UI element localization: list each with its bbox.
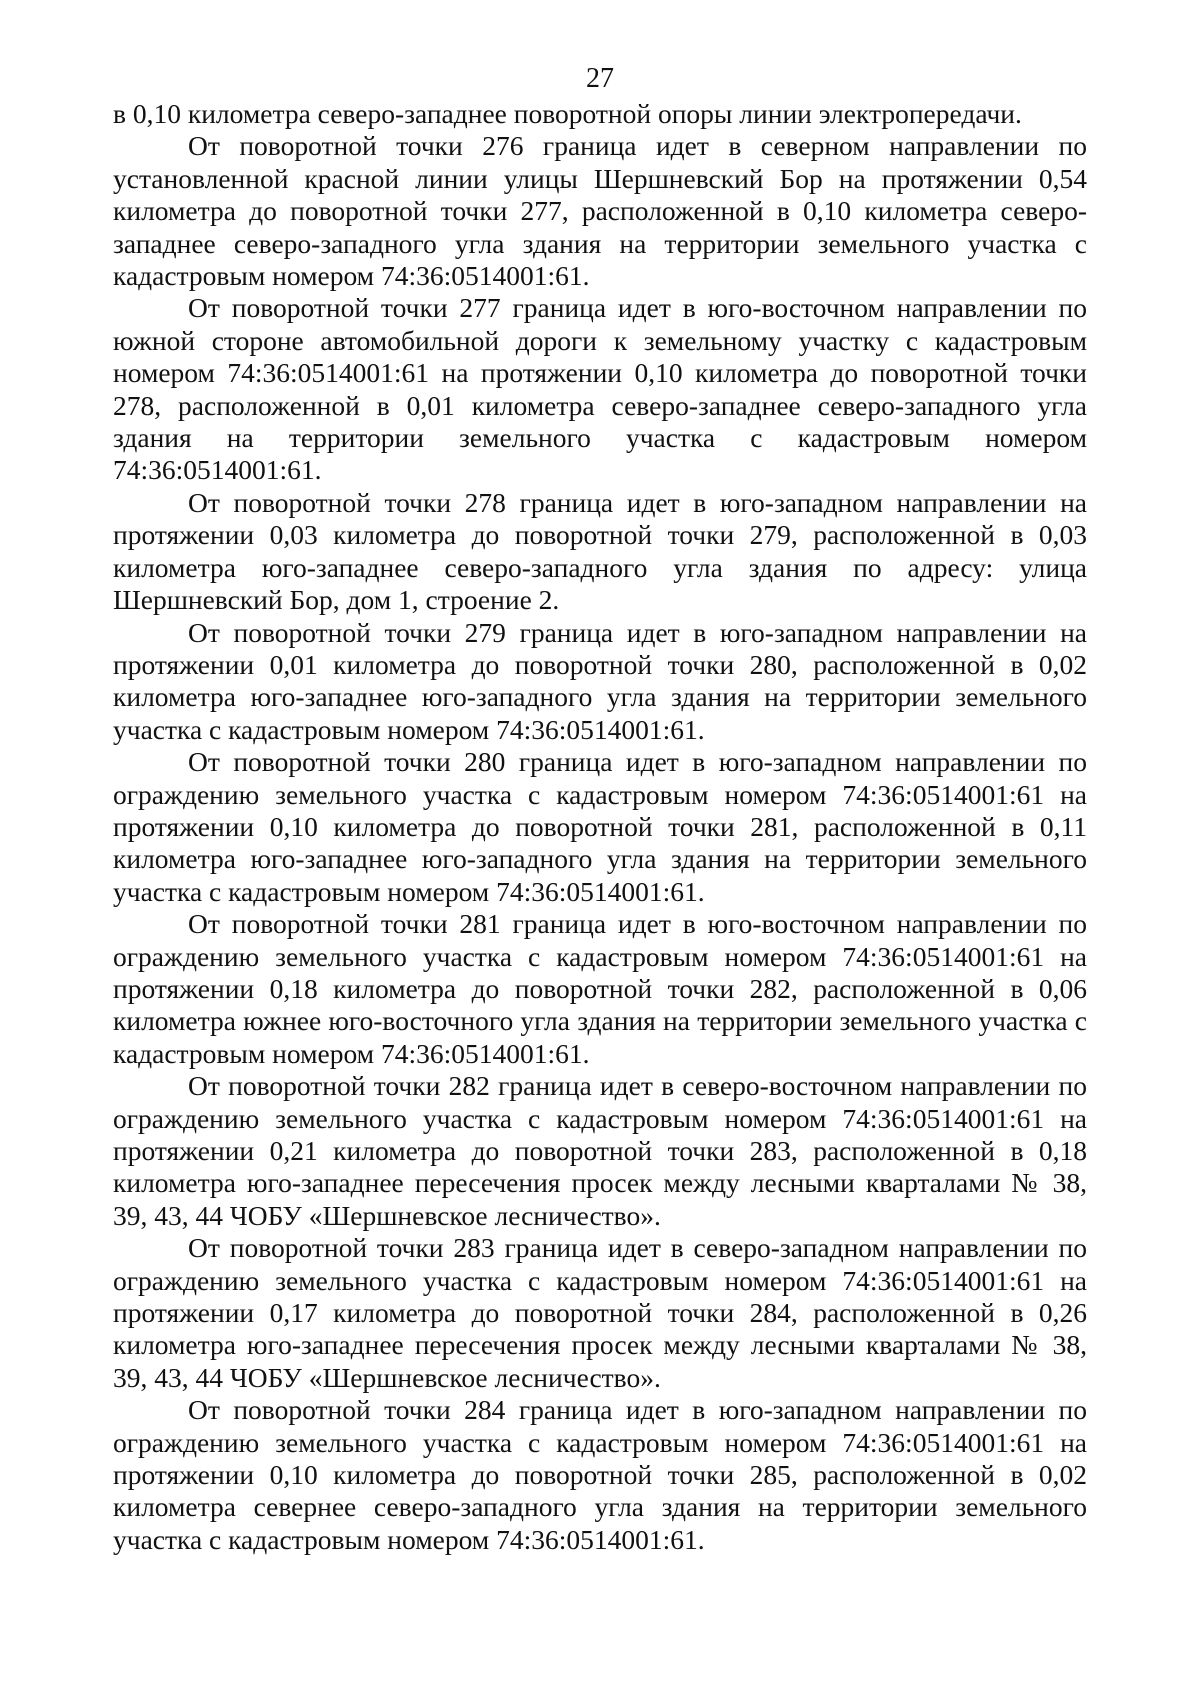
- paragraph-point-280: От поворотной точки 280 граница идет в юго-западном направлении по ограждению земельного участка с кадастровым номером 74:36:0514001:61 на протяжении 0,10 километра до поворотной точки 281, расположенной в 0,11 километра юго-западнее юго-западного угла здания на территории земельного участка с кадастровым номером 74:36:0514001:61.: [113, 746, 1087, 907]
- paragraph-continuation: в 0,10 километра северо-западнее поворотной опоры линии электропередачи.: [113, 98, 1022, 129]
- paragraph-point-281: От поворотной точки 281 граница идет в юго-восточном направлении по ограждению земельного участка с кадастровым номером 74:36:0514001:61 на протяжении 0,18 километра до поворотной точки 282, расположенной в 0,06 километра южнее юго-восточного угла здания на территории земельного участка с кадастровым номером 74:36:0514001:61.: [113, 908, 1087, 1069]
- paragraph-point-277: От поворотной точки 277 граница идет в юго-восточном направлении по южной стороне автомобильной дороги к земельному участку с кадастровым номером 74:36:0514001:61 на протяжении 0,10 километра до поворотной точки 278, расположенной в 0,01 километра северо-западнее северо-западного угла здания на территории земельного участка с кадастровым номером 74:36:0514001:61.: [113, 292, 1087, 486]
- document-body: [113, 98, 1087, 1556]
- paragraph-point-283: От поворотной точки 283 граница идет в северо-западном направлении по ограждению земельного участка с кадастровым номером 74:36:0514001:61 на протяжении 0,17 километра до поворотной точки 284, расположенной в 0,26 километра юго-западнее пересечения просек между лесными кварталами № 38, 39, 43, 44 ЧОБУ «Шершневское лесничество».: [113, 1232, 1087, 1393]
- paragraph-point-284: От поворотной точки 284 граница идет в юго-западном направлении по ограждению земельного участка с кадастровым номером 74:36:0514001:61 на протяжении 0,10 километра до поворотной точки 285, расположенной в 0,02 километра севернее северо-западного угла здания на территории земельного участка с кадастровым номером 74:36:0514001:61.: [113, 1394, 1087, 1555]
- paragraph-point-278: От поворотной точки 278 граница идет в юго-западном направлении на протяжении 0,03 километра до поворотной точки 279, расположенной в 0,03 километра юго-западнее северо-западного угла здания по адресу: улица Шершневский Бор, дом 1, строение 2.: [113, 486, 1087, 616]
- paragraph-point-276: От поворотной точки 276 граница идет в северном направлении по установленной красной линии улицы Шершневский Бор на протяжении 0,54 километра до поворотной точки 277, расположенной в 0,10 километра северо-западнее северо-западного угла здания на территории земельного участка с кадастровым номером 74:36:0514001:61.: [113, 130, 1087, 292]
- page-number: 27: [586, 63, 614, 94]
- paragraph-point-279: От поворотной точки 279 граница идет в юго-западном направлении на протяжении 0,01 километра до поворотной точки 280, расположенной в 0,02 километра юго-западнее юго-западного угла здания на территории земельного участка с кадастровым номером 74:36:0514001:61.: [113, 616, 1087, 745]
- paragraph-point-282: От поворотной точки 282 граница идет в северо-восточном направлении по ограждению земельного участка с кадастровым номером 74:36:0514001:61 на протяжении 0,21 километра до поворотной точки 283, расположенной в 0,18 километра юго-западнее пересечения просек между лесными кварталами № 38, 39, 43, 44 ЧОБУ «Шершневское лесничество».: [113, 1070, 1087, 1231]
